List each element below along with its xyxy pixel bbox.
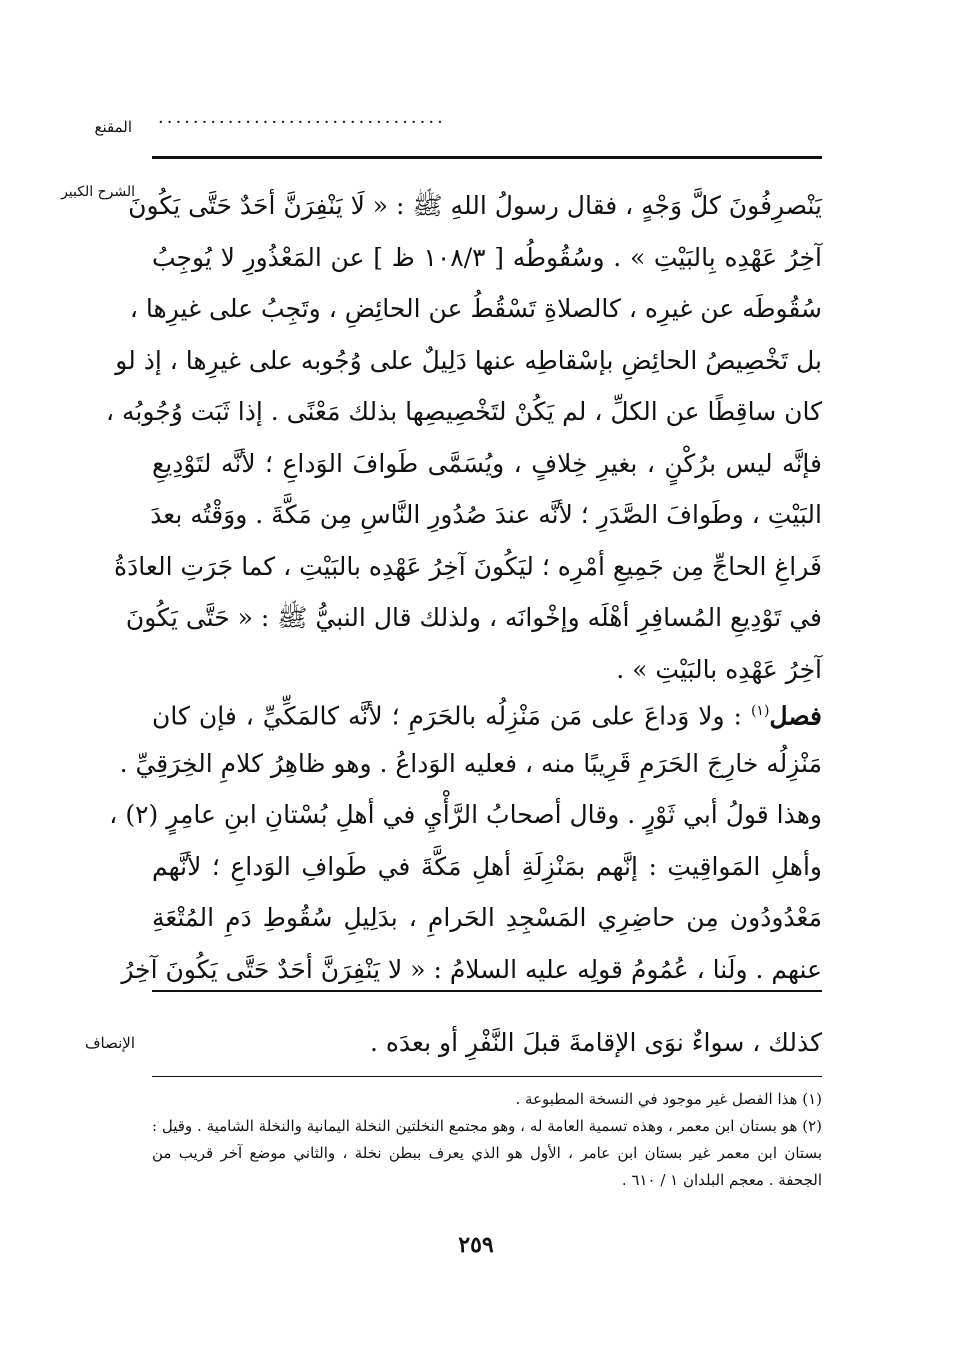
- footnote-marker: (١): [750, 703, 770, 719]
- footnote-line: (١) هذا الفصل غير موجود في النسخة المطبوعة .: [515, 1090, 822, 1108]
- side-label-sharh: الشرح الكبير: [61, 184, 135, 200]
- header-dot-leader: ·································: [158, 112, 446, 133]
- sharh-line: كان ساقِطًا عن الكلِّ ، لم يَكُنْ لتَخْصِيصِها بذلك مَعْنًى . إذا ثَبَت وُجُوبُه ،: [106, 397, 822, 426]
- sharh-line: بل تَخْصِيصُ الحائِضِ بإسْقاطِه عنها دَلِيلٌ على وُجُوبه على غيرِها ، إذ لو: [115, 345, 822, 375]
- sharh-line: آخِرُ عَهْدِه بِالبَيْتِ » . وسُقُوطُه [ ١٠٨/٣ ظ ] عن المَعْذُورِ لا يُوجِبُ: [152, 242, 822, 272]
- fasl-line: مَنْزِلُه خارِجَ الحَرَمِ قَرِيبًا منه ، فعليه الوَداعُ . وهو ظاهِرُ كلامِ الخِرَقِيِّ .: [119, 748, 822, 778]
- fasl-line: عنهم . ولَنا ، عُمُومُ قولِه عليه السلامُ : « لا يَنْفِرَنَّ أحَدٌ حَتَّى يَكُونَ آخِرُ: [121, 954, 822, 984]
- fasl-section: [109, 686, 822, 995]
- sharh-line: يَنْصرِفُونَ كلَّ وَجْهٍ ، فقال رسولُ اللهِ ﷺ : « لَا يَنْفِرَنَّ أحَدٌ حَتَّى يَكُونَ: [128, 191, 822, 220]
- sharh-line: فإنَّه ليس برُكْنٍ ، بغيرِ خِلافٍ ، ويُسَمَّى طَوافَ الوَداعِ ؛ لأنَّه لتَوْدِيعِ: [152, 448, 822, 478]
- sharh-line: سُقُوطَه عن غيرِه ، كالصلاةِ تَسْقُطُ عن الحائِضِ ، وتَجِبُ على غيرِها ،: [129, 294, 822, 323]
- side-label-insaf: الإنصاف: [84, 1034, 135, 1052]
- sharh-line: آخِرُ عَهْدِه بالبَيْتِ » .: [616, 654, 822, 684]
- footnote-rule: [152, 1076, 822, 1077]
- sharh-text-block: [106, 180, 822, 695]
- page-number: ٢٥٩: [458, 1232, 494, 1258]
- sharh-line: فَراغِ الحاجِّ مِن جَمِيعِ أمْرِه ؛ ليَكُونَ آخِرُ عَهْدِه بالبَيْتِ ، كما جَرَتِ العادَةُ: [114, 551, 822, 581]
- insaf-text: كذلك ، سواءٌ نوَى الإقامةَ قبلَ النَّفْرِ أو بعدَه .: [369, 1028, 822, 1057]
- sharh-line: البَيْتِ ، وطَوافَ الصَّدَرِ ؛ لأنَّه عندَ صُدُورِ النَّاسِ مِن مَكَّةَ . ووَقْتُه بعدَ: [150, 500, 822, 529]
- fasl-heading: فصل: [769, 701, 822, 731]
- running-header-title: المقنع: [94, 118, 132, 136]
- sharh-line: في تَوْدِيعِ المُسافِرِ أهْلَه وإخْوانَه ، ولذلك قال النبيُّ ﷺ : « حَتَّى يَكُونَ: [125, 603, 822, 632]
- fasl-first-line: [152, 686, 822, 738]
- footnote-line: الجحفة . معجم البلدان ١ / ٦١٠ .: [621, 1171, 822, 1189]
- footnote-line: (٢) هو بستان ابن معمر ، وهذه تسمية العامة له ، وهو مجتمع النخلتين النخلة اليمانية والنخلة الشامية . وقيل :: [152, 1117, 822, 1135]
- header-rule: [152, 156, 822, 159]
- fasl-first-line-text: : ولا وَداعَ على مَن مَنْزِلُه بالحَرَمِ ؛ لأنَّه كالمَكِّيِّ ، فإن كان: [152, 701, 742, 731]
- footnotes: [152, 1086, 822, 1194]
- section-divider: [152, 990, 822, 992]
- fasl-line: وأهلِ المَواقِيتِ : إنَّهم بمَنْزِلَةِ أهلِ مَكَّةَ في طَوافِ الوَداعِ ؛ لأنَّهم: [152, 851, 822, 881]
- footnote-line: بستان ابن معمر غير بستان ابن عامر ، الأول هو الذي يعرف ببطن نخلة ، والثاني موضع آخر قريب من: [152, 1144, 822, 1162]
- fasl-line: مَعْدُودُون مِن حاضِرِي المَسْجِدِ الحَرامِ ، بدَلِيلِ سُقُوطِ دَمِ المُتْعَةِ: [152, 903, 822, 932]
- fasl-line: وهذا قولُ أبي ثَوْرٍ . وقال أصحابُ الرَّأْيِ في أهلِ بُسْتانِ ابنِ عامِرٍ (٢) ،: [109, 800, 822, 829]
